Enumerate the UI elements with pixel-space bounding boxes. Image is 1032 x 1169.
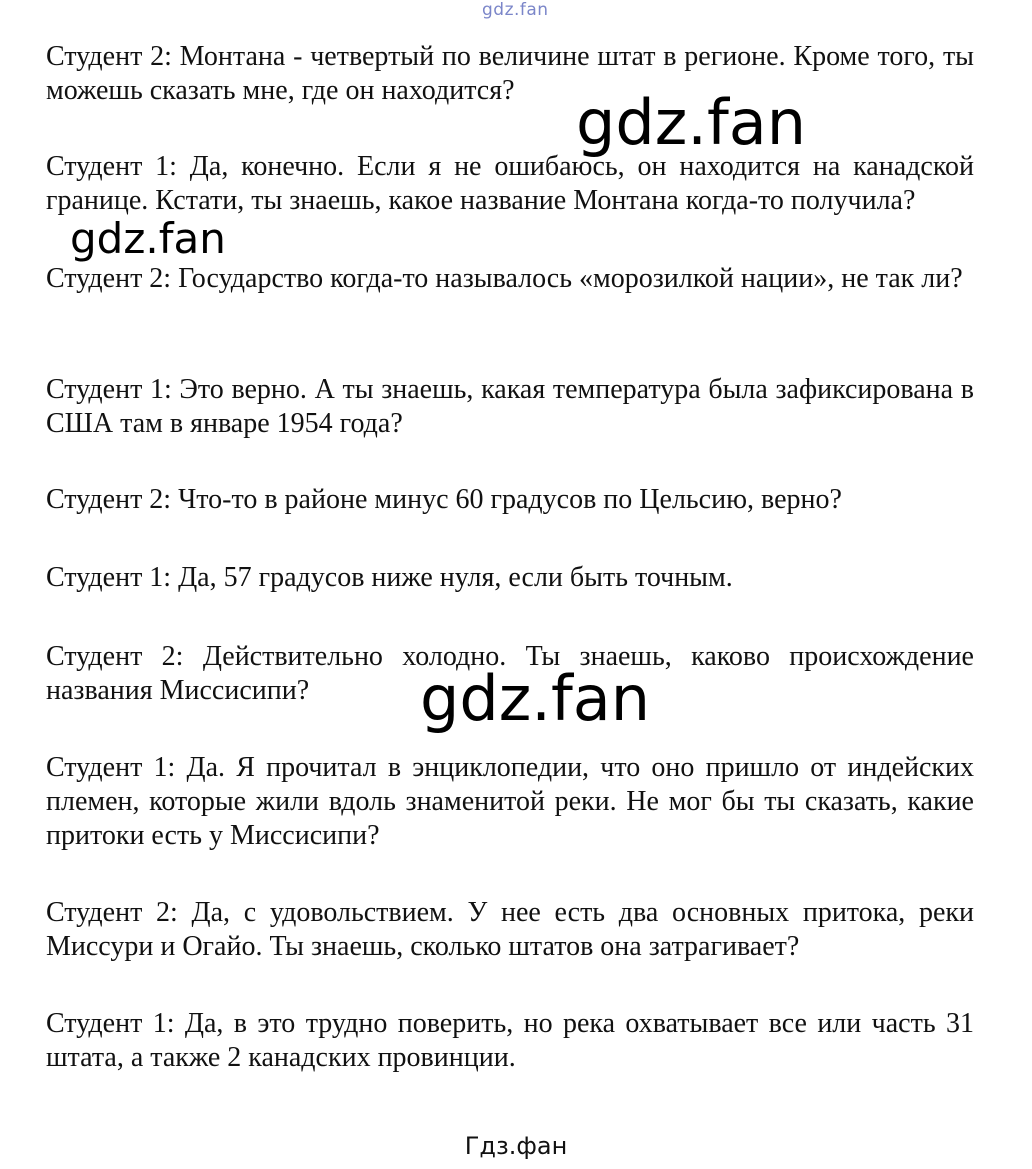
watermark-top: gdz.fan <box>482 0 549 20</box>
dialogue-line-1: Студент 2: Монтана - четвертый по величине штат в регионе. Кроме того, ты можешь сказать мне, где он находится? <box>46 41 974 106</box>
dialogue-line-3: Студент 2: Государство когда-то называлось «морозилкой нации», не так ли? <box>46 263 963 294</box>
dialogue-line-8: Студент 1: Да. Я прочитал в энциклопедии, что оно пришло от индейских племен, которые жили вдоль знаменитой реки. Не мог бы ты сказать, какие притоки есть у Миссисипи? <box>46 752 974 851</box>
footer-watermark: Гдз.фан <box>464 1132 568 1160</box>
dialogue-line-7: Студент 2: Действительно холодно. Ты знаешь, каково происхождение названия Миссисипи? <box>46 641 974 706</box>
dialogue-line-9: Студент 2: Да, с удовольствием. У нее есть два основных притока, реки Миссури и Огайо. Ты знаешь, сколько штатов она затрагивает? <box>46 897 974 962</box>
dialogue-line-4: Студент 1: Это верно. А ты знаешь, какая температура была зафиксирована в США там в январе 1954 года? <box>46 374 974 439</box>
watermark-large-3: gdz.fan <box>420 662 651 735</box>
dialogue-line-5: Студент 2: Что-то в районе минус 60 градусов по Цельсию, верно? <box>46 484 842 515</box>
dialogue-line-10: Студент 1: Да, в это трудно поверить, но река охватывает все или часть 31 штата, а также 2 канадских провинции. <box>46 1008 974 1073</box>
watermark-large-1: gdz.fan <box>576 86 807 159</box>
watermark-large-2: gdz.fan <box>70 214 226 263</box>
dialogue-line-6: Студент 1: Да, 57 градусов ниже нуля, если быть точным. <box>46 562 733 593</box>
dialogue-line-2: Студент 1: Да, конечно. Если я не ошибаюсь, он находится на канадской границе. Кстати, ты знаешь, какое название Монтана когда-то получила? <box>46 151 974 216</box>
